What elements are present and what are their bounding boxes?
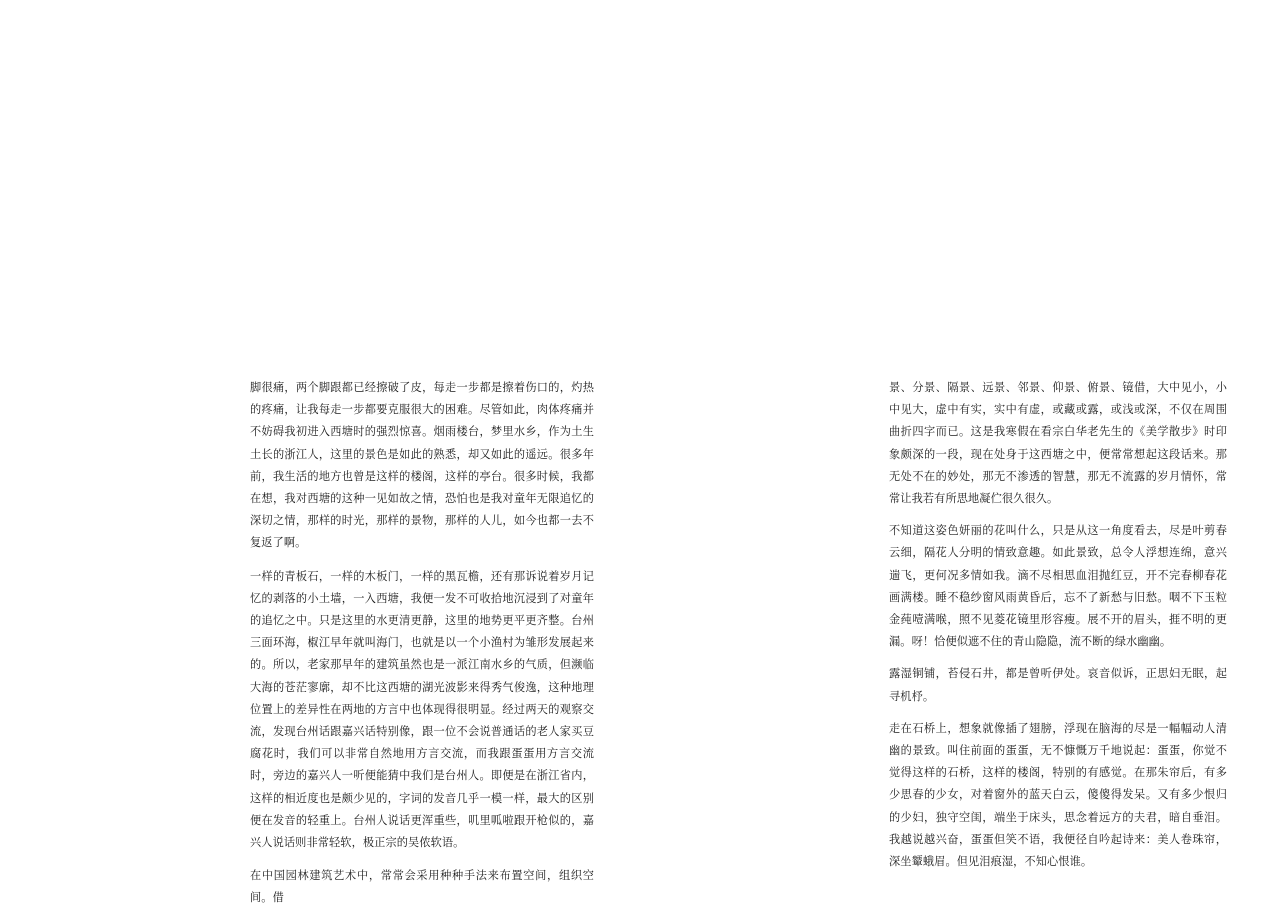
right-paragraph-2: 不知道这姿色妍丽的花叫什么，只是从这一角度看去，尽是叶剪春云细，隔花人分明的情致意趣。如此景致，总令人浮想连绵，意兴遄飞，更何况多情如我。滴不尽相思血泪抛红豆，开不完春柳春花画满楼。睡不稳纱窗风雨黄昏后，忘不了新愁与旧愁。咽不下玉粒金莼噎满喉，照不见菱花镜里形容瘦。展不开的眉头，捱不明的更漏。呀！恰便似遮不住的青山隐隐，流不断的绿水幽幽。 [889, 524, 1227, 649]
left-paragraph-1: 脚很痛，两个脚跟都已经擦破了皮，每走一步都是擦着伤口的，灼热的疼痛，让我每走一步都要克服很大的困难。尽管如此，肉体疼痛并不妨碍我初进入西塘时的强烈惊喜。烟雨楼台，梦里水乡，作为土生土长的浙江人，这里的景色是如此的熟悉，却又如此的遥远。很多年前，我生活的地方也曾是这样的楼阁，这样的亭台。很多时候，我都在想，我对西塘的这种一见如故之情，恐怕也是我对童年无限追忆的深切之情，那样的时光，那样的景物，那样的人儿，如今也都一去不复返了啊。 [250, 381, 594, 550]
right-paragraph-1: 景、分景、隔景、远景、邻景、仰景、俯景、镜借，大中见小，小中见大，虚中有实，实中有虚，或藏或露，或浅或深，不仅在周围曲折四字而已。这是我寒假在看宗白华老先生的《美学散步》时印象颇深的一段，现在处身于这西塘之中，便常常想起这段话来。那无处不在的妙处，那无不渗透的智慧，那无不流露的岁月情怀，常常让我若有所思地凝伫很久很久。 [889, 381, 1227, 506]
right-paragraph-3: 露湿铜铺，苔侵石井，都是曾听伊处。哀音似诉，正思妇无眠，起寻机杼。 [889, 667, 1227, 703]
right-page [889, 377, 1227, 883]
right-paragraph-4: 走在石桥上，想象就像插了翅膀，浮现在脑海的尽是一幅幅动人清幽的景致。叫住前面的蛋蛋，无不慷慨万千地说起：蛋蛋，你觉不觉得这样的石桥，这样的楼阁，特别的有感觉。在那朱帘后，有多少思春的少女，对着窗外的蓝天白云，傻傻得发呆。又有多少恨归的少妇，独守空闺，端坐于床头，思念着远方的夫君，暗自垂泪。我越说越兴奋，蛋蛋但笑不语，我便径自吟起诗来：美人卷珠帘，深坐颦蛾眉。但见泪痕湿，不知心恨谁。 [889, 721, 1227, 869]
left-page [250, 377, 594, 921]
left-paragraph-2: 一样的青板石，一样的木板门，一样的黑瓦檐，还有那诉说着岁月记忆的剥落的小土墙，一入西塘，我便一发不可收拾地沉浸到了对童年的追忆之中。只是这里的水更清更静，这里的地势更平更齐整。台州三面环海，椒江早年就叫海门，也就是以一个小渔村为雏形发展起来的。所以，老家那早年的建筑虽然也是一派江南水乡的气质，但濒临大海的苍茫寥廓，却不比这西塘的湖光波影来得秀气俊逸，这种地理位置上的差异性在两地的方言中也体现得很明显。经过两天的观察交流，发现台州话跟嘉兴话特别像，跟一位不会说普通话的老人家买豆腐花时，我们可以非常自然地用方言交流，而我跟蛋蛋用方言交流时，旁边的嘉兴人一听便能猜中我们是台州人。即便是在浙江省内，这样的相近度也是颇少见的，字词的发音几乎一模一样，最大的区别便在发音的轻重上。台州人说话更浑重些，叽里呱啦跟开枪似的，嘉兴人说话则非常轻软，极正宗的吴侬软语。 [250, 569, 594, 850]
left-paragraph-3: 在中国园林建筑艺术中，常常会采用种种手法来布置空间，组织空间。借 [250, 869, 594, 905]
